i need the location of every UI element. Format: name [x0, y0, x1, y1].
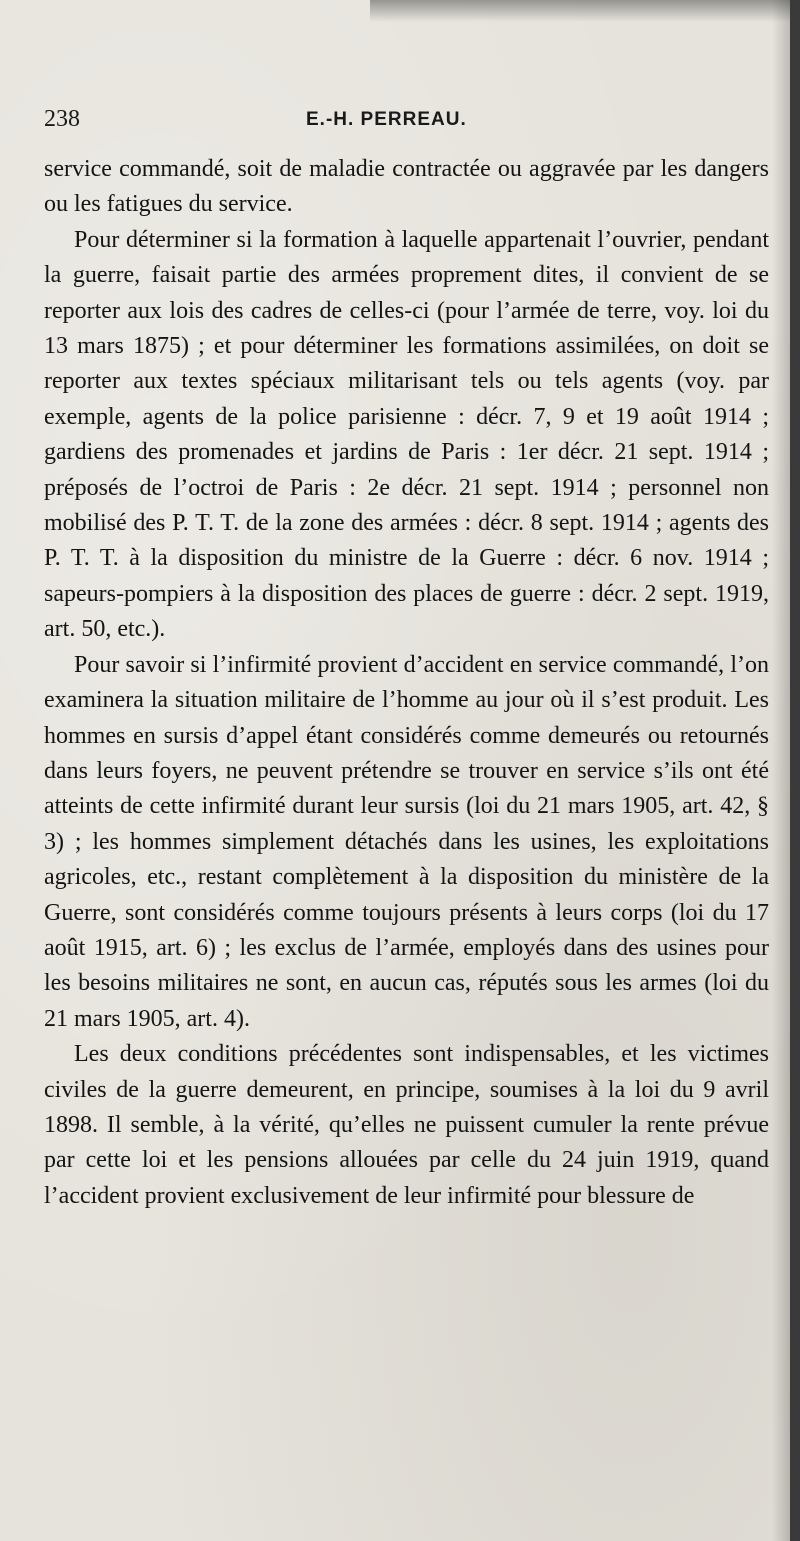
paragraph-continuation: service commandé, soit de maladie contractée ou aggravée par les dangers ou les fatigues du service.	[44, 156, 769, 218]
paragraph-conditions: Les deux conditions précédentes sont indispensables, et les victimes civiles de la guerre demeurent, en principe, soumises à la loi du 9 avril 1898. Il semble, à la vérité, qu’elles ne puissent cumuler la rente prévue par cette loi et les pensions allouées par celle du 24 juin 1919, quand l’accident provient exclusivement de leur infirmité pour blessure de	[44, 1041, 769, 1209]
page-header	[44, 106, 764, 140]
page-number: 238	[44, 106, 80, 132]
running-head: E.-H. PERREAU.	[306, 109, 467, 130]
scan-shadow-top	[370, 0, 790, 22]
paragraph-infirmite: Pour savoir si l’infirmité provient d’accident en service commandé, l’on examinera la situation militaire de l’homme au jour où il s’est produit. Les hommes en sursis d’appel étant considérés comme demeurés ou retournés dans leurs foyers, ne peuvent prétendre se trouver en service s’ils ont été atteints de cette infirmité durant leur sursis (loi du 21 mars 1905, art. 42, § 3) ; les hommes simplement détachés dans les usines, les exploitations agricoles, etc., restant complètement à la disposition du ministère de la Guerre, sont considérés comme toujours présents à leurs corps (loi du 17 août 1915, art. 6) ; les exclus de l’armée, employés dans des usines pour les besoins militaires ne sont, en aucun cas, réputés sous les armes (loi du 21 mars 1905, art. 4).	[44, 651, 769, 1032]
paragraph-formation: Pour déterminer si la formation à laquelle appartenait l’ouvrier, pendant la guerre, faisait partie des armées proprement dites, il convient de se reporter aux lois des cadres de celles-ci (pour l’armée de terre, voy. loi du 13 mars 1875) ; et pour déterminer les formations assimilées, on doit se reporter aux textes spéciaux militarisant tels ou tels agents (voy. par exemple, agents de la police parisienne : décr. 7, 9 et 19 août 1914 ; gardiens des promenades et jardins de Paris : 1er décr. 21 sept. 1914 ; préposés de l’octroi de Paris : 2e décr. 21 sept. 1914 ; personnel non mobilisé des P. T. T. de la zone des armées : décr. 8 sept. 1914 ; agents des P. T. T. à la disposition du ministre de la Guerre : décr. 6 nov. 1914 ; sapeurs-pompiers à la disposition des places de guerre : décr. 2 sept. 1919, art. 50, etc.).	[44, 226, 769, 643]
body-text	[44, 152, 769, 1214]
scan-shadow-edge	[772, 0, 790, 1541]
